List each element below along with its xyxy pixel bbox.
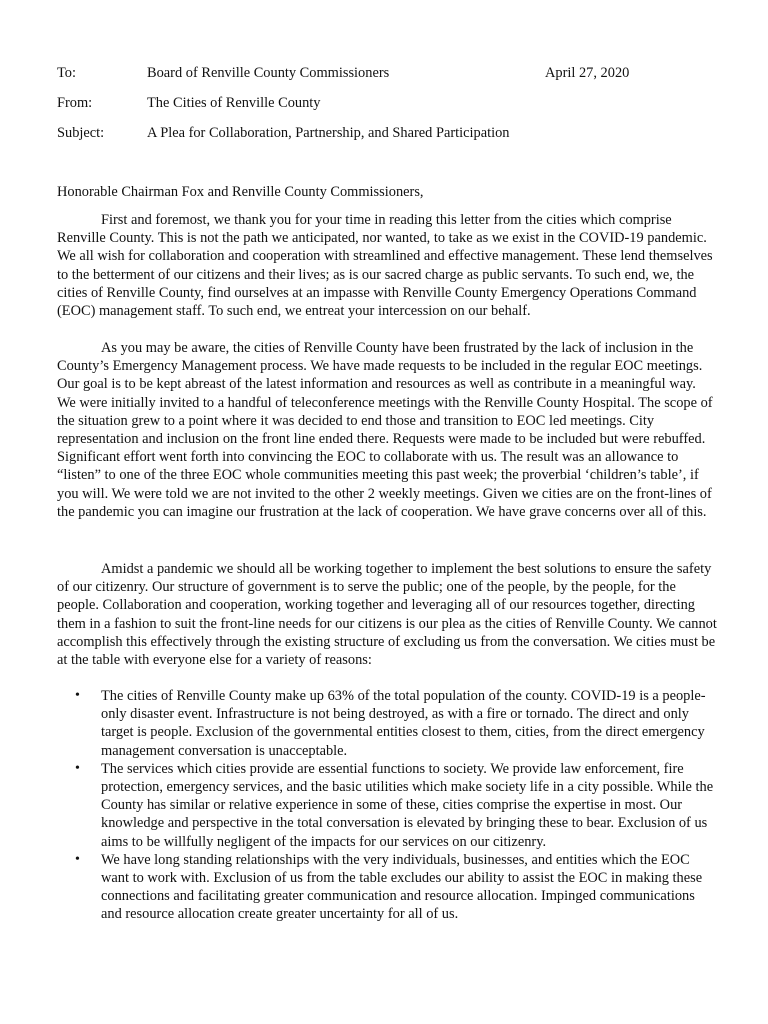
paragraph-intro: First and foremost, we thank you for your time in reading this letter from the cities which comprise Renville County. This is not the path we anticipated, nor wanted, to take as we exist in the COVID-19 pandemic. We all wish for collaboration and cooperation with streamlined and effective management. These lend themselves to the betterment of our citizens and their lives; as is our sacred charge as public servants. To such end, we, the cities of Renville County, find ourselves at an impasse with Renville County Emergency Operations Command (EOC) management staff. To such end, we entreat your intercession on our behalf.: [57, 212, 713, 320]
from-value: The Cities of Renville County: [147, 95, 321, 111]
subject-value: A Plea for Collaboration, Partnership, and Shared Participation: [147, 125, 510, 141]
list-item-text: The cities of Renville County make up 63% of the total population of the county. COVID-19 is a people-only disaster event. Infrastructure is not being destroyed, as with a fire or tornado. The direct and only target is people. Exclusion of the governmental entities closest to them, cities, from the direct emergency management conversation is unacceptable.: [101, 688, 706, 759]
list-item-text: We have long standing relationships with the very individuals, businesses, and entities which the EOC want to work with. Exclusion of us from the table excludes our ability to assist the EOC in making these connections and facilitating greater communication and resource allocation. Impinged communications and resource allocation create greater uncertainty for all of us.: [101, 851, 703, 923]
list-item: [57, 760, 717, 851]
list-item-text: The services which cities provide are essential functions to society. We provide law enforcement, fire protection, emergency services, and the basic utilities which make society life in a city possible. While the County has similar or relative experience in some of these, cities comprise the expertise in most. Our knowledge and perspective in the total conversation is elevated by bringing these to bear. Exclusion of us aims to be willfully negligent of the impacts for our services on our citizenry.: [101, 760, 714, 850]
letter-date: April 27, 2020: [545, 65, 630, 81]
bullet-icon: •: [75, 688, 80, 703]
list-item: [57, 687, 717, 760]
paragraph-plea: Amidst a pandemic we should all be working together to implement the best solutions to ensure the safety of our citizenry. Our structure of government is to serve the public; one of the people, by the people, for the people. Collaboration and cooperation, working together and leveraging all of our resources together, directing them in a fashion to suit the front-line needs for our citizens is our plea as the cities of Renville County. We cannot accomplish this effectively through the existing structure of excluding us from the conversation. We cities must be at the table with everyone else for a variety of reasons:: [57, 561, 717, 669]
to-row: [57, 64, 737, 84]
reasons-list: [57, 687, 717, 924]
bullet-icon: •: [75, 851, 80, 867]
to-value: Board of Renville County Commissioners: [147, 65, 390, 81]
list-item: [57, 851, 717, 924]
salutation: Honorable Chairman Fox and Renville County Commissioners,: [57, 184, 424, 200]
paragraph-background: As you may be aware, the cities of Renville County have been frustrated by the lack of inclusion in the County’s Emergency Management process. We have made requests to be included in the regular EOC meetings. Our goal is to be kept abreast of the latest information and resources as well as contribute in a meaningful way. We were initially invited to a handful of teleconference meetings with the Renville County Hospital. The scope of the situation grew to a point where it was decided to end those and transition to EOC led meetings. City representation and inclusion on the front line ended there. Requests were made to be included but were rebuffed. Significant effort went forth into convincing the EOC to collaborate with us. The result was an allowance to “listen” to one of the three EOC whole communities meeting this past week; the proverbial ‘children’s table’, if you will. We were told we are not invited to the other 2 weekly meetings. Given we cities are on the front-lines of the pandemic you can imagine our frustration at the lack of cooperation. We have grave concerns over all of this.: [57, 340, 713, 520]
subject-label: Subject:: [57, 125, 105, 141]
from-label: From:: [57, 95, 93, 111]
subject-row: [57, 124, 737, 144]
bullet-icon: •: [75, 760, 80, 776]
from-row: [57, 94, 737, 114]
to-label: To:: [57, 65, 76, 81]
